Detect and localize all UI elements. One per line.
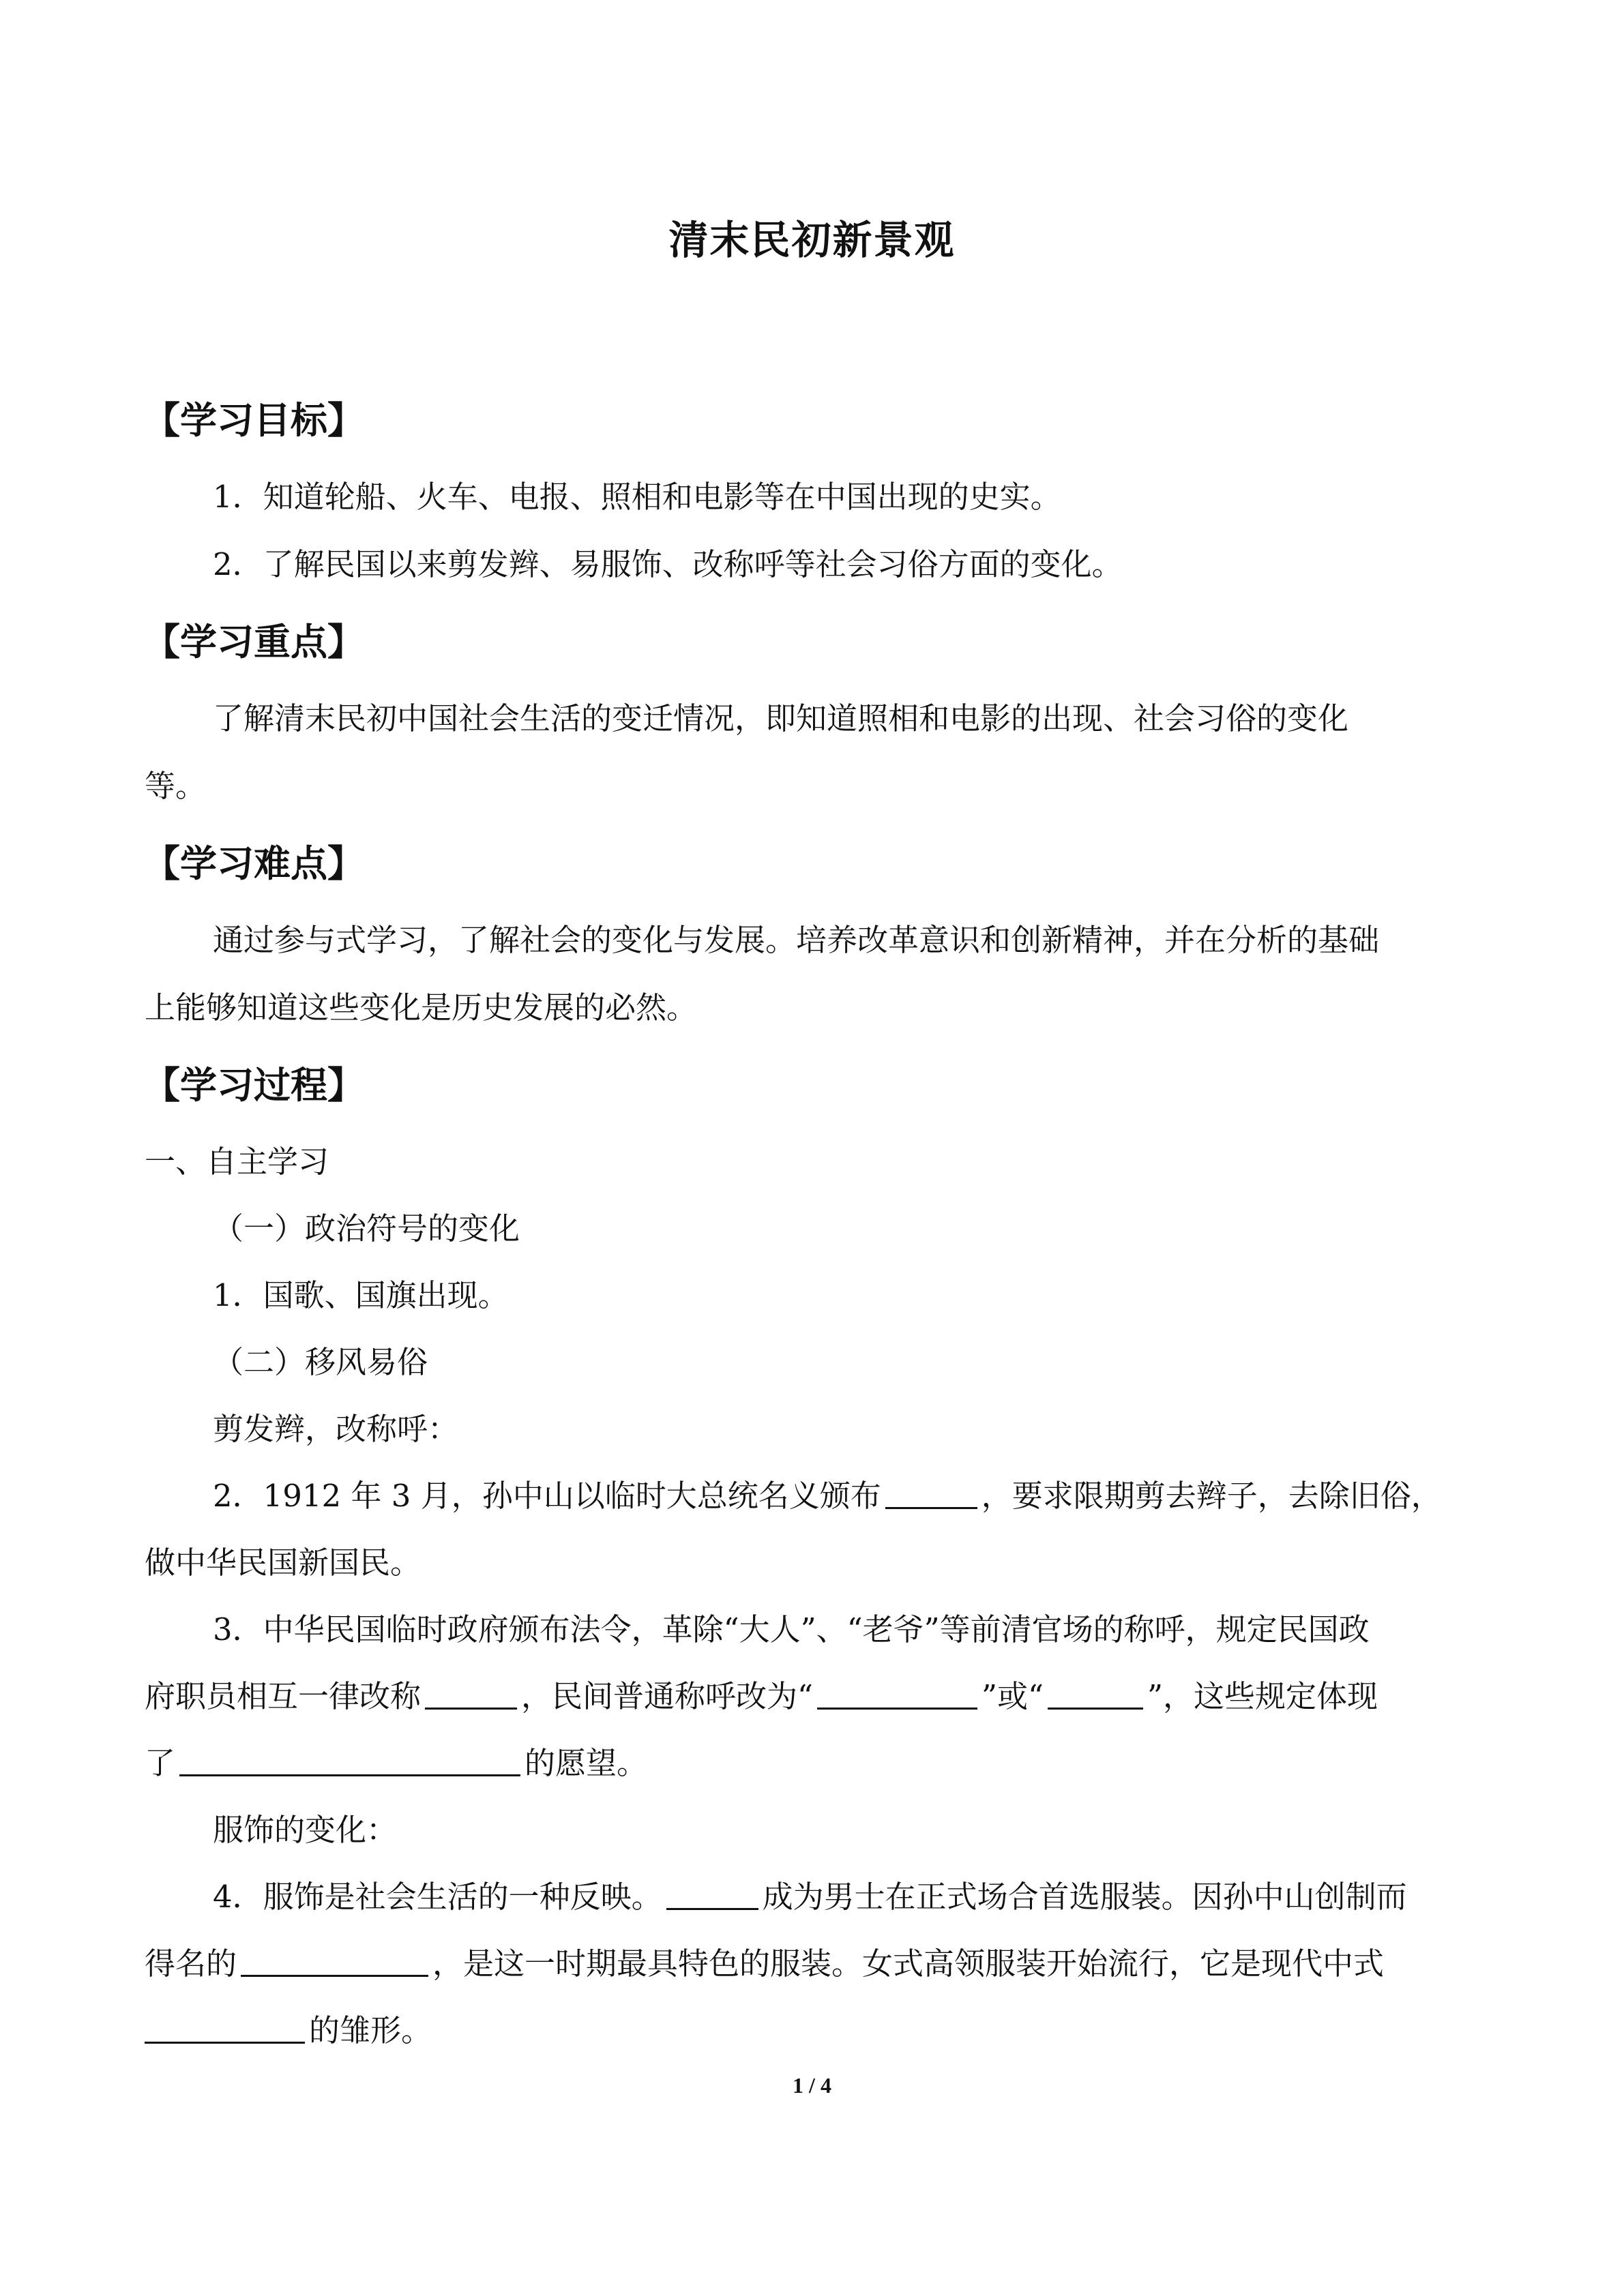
question-3-text-e: 了	[145, 1745, 176, 1781]
section-heading-goals: 【学习目标】	[143, 399, 364, 442]
key-text-line-1: 了解清末民初中国社会生活的变迁情况，即知道照相和电影的出现、社会习俗的变化	[213, 700, 1349, 736]
question-2-text-b: ，要求限期剪去辫子，去除旧俗，	[981, 1478, 1442, 1514]
process-part-1: 一、自主学习	[145, 1144, 329, 1180]
section-heading-process: 【学习过程】	[143, 1064, 364, 1107]
question-4-line-2	[145, 1938, 1384, 1990]
page-title: 清末民初新景观	[668, 217, 956, 263]
question-2-text-a: 2．1912 年 3 月，孙中山以临时大总统名义颁布	[213, 1478, 881, 1514]
hair-title: 剪发辫，改称呼：	[213, 1411, 459, 1447]
question-4-text-d: ，是这一时期最具特色的服装。女式高领服装开始流行，它是现代中式	[432, 1945, 1385, 1982]
answer-blank[interactable]	[666, 1875, 758, 1910]
question-4-line-1	[213, 1871, 1407, 1923]
question-3-text-a: 府职员相互一律改称	[145, 1678, 422, 1714]
question-3-text-d: ”，这些规定体现	[1147, 1678, 1378, 1714]
section-heading-key: 【学习重点】	[143, 621, 364, 664]
process-sub-2: （二）移风易俗	[213, 1344, 428, 1380]
difficult-text-line-2: 上能够知道这些变化是历史发展的必然。	[145, 989, 698, 1026]
question-2-line-1	[213, 1470, 1442, 1522]
question-3-text-b: ，民间普通称呼改为“	[521, 1678, 814, 1714]
question-4-text-c: 得名的	[145, 1945, 237, 1982]
process-sub-1: （一）政治符号的变化	[213, 1210, 520, 1247]
question-3-text-c: ”或“	[981, 1678, 1044, 1714]
answer-blank[interactable]	[179, 1742, 520, 1776]
question-4-text-a: 4．服饰是社会生活的一种反映。	[213, 1879, 662, 1915]
goal-item-1: 1．知道轮船、火车、电报、照相和电影等在中国出现的史实。	[213, 479, 1061, 515]
answer-blank[interactable]	[885, 1474, 977, 1509]
answer-blank[interactable]	[817, 1675, 977, 1710]
question-3-line-2	[145, 1671, 1378, 1723]
key-text-line-2: 等。	[145, 768, 207, 804]
answer-blank[interactable]	[241, 1942, 428, 1977]
goal-item-2: 2．了解民国以来剪发辫、易服饰、改称呼等社会习俗方面的变化。	[213, 546, 1123, 582]
question-4-line-3	[145, 2005, 432, 2057]
question-3-line-3	[145, 1738, 647, 1789]
question-2-line-2: 做中华民国新国民。	[145, 1545, 422, 1581]
question-3-line-1: 3．中华民国临时政府颁布法令，革除“大人”、“老爷”等前清官场的称呼，规定民国政	[213, 1611, 1370, 1648]
section-heading-difficult: 【学习难点】	[143, 842, 364, 885]
question-4-text-e: 的雏形。	[309, 2012, 432, 2048]
process-item-1: 1．国歌、国旗出现。	[213, 1277, 509, 1313]
question-4-text-b: 成为男士在正式场合首选服装。因孙中山创制而	[762, 1879, 1407, 1915]
page-number: 1 / 4	[793, 2073, 831, 2098]
clothes-title: 服饰的变化：	[213, 1812, 398, 1848]
answer-blank[interactable]	[145, 2009, 305, 2044]
difficult-text-line-1: 通过参与式学习，了解社会的变化与发展。培养改革意识和创新精神，并在分析的基础	[213, 922, 1380, 958]
question-3-text-f: 的愿望。	[525, 1745, 648, 1781]
answer-blank[interactable]	[1048, 1675, 1143, 1710]
answer-blank[interactable]	[425, 1675, 517, 1710]
